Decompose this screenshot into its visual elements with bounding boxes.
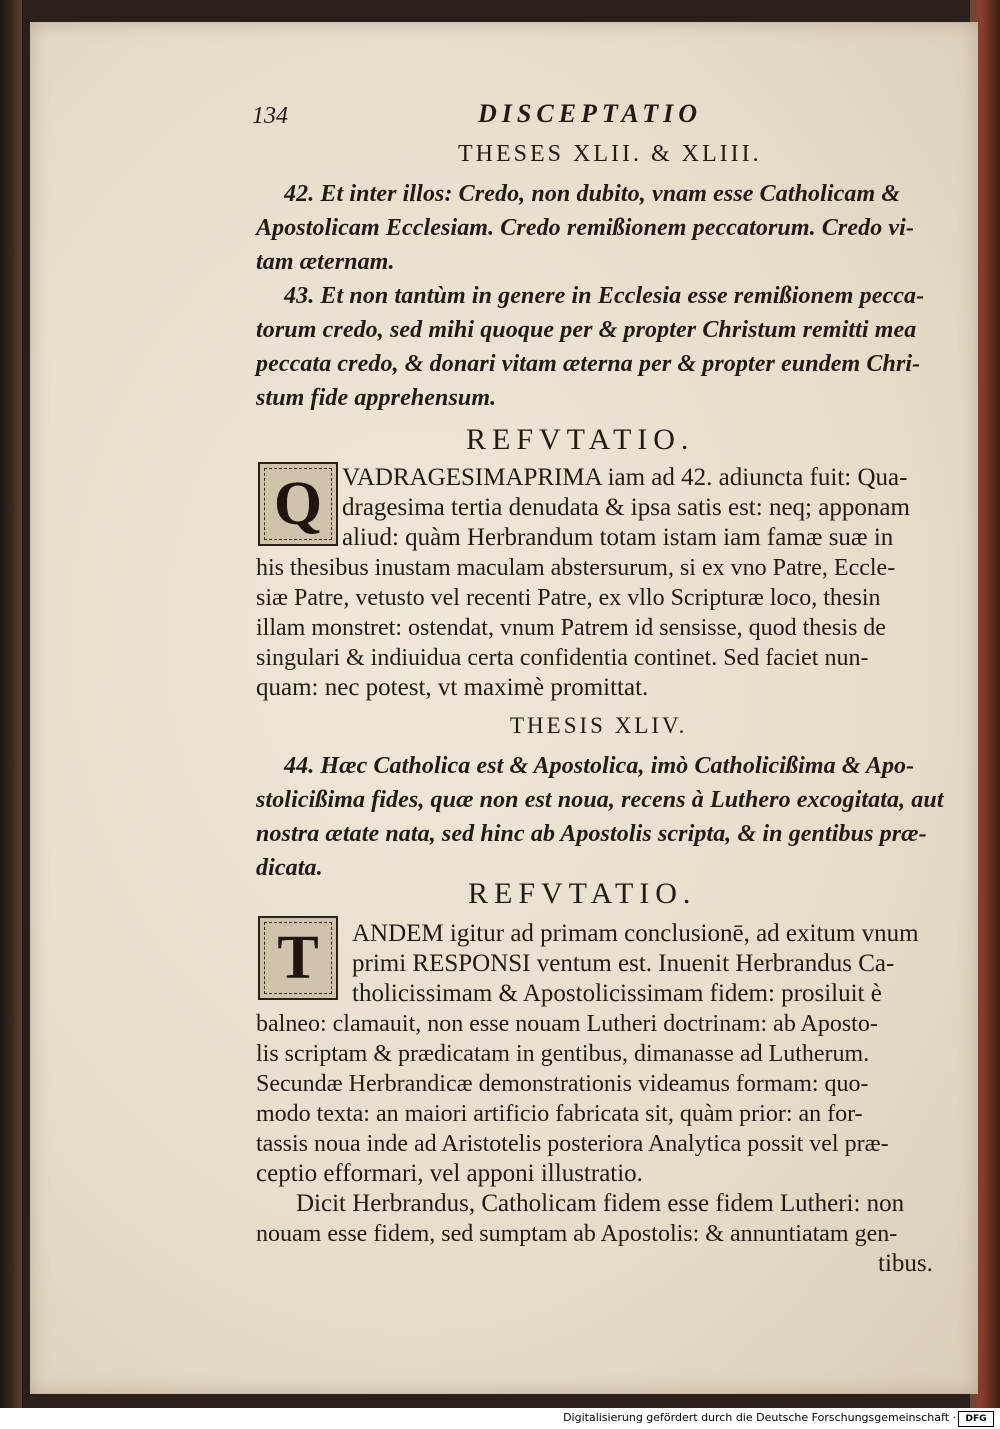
thesis-line: peccata credo, & donari vitam æterna per & propter eundem Chri-: [256, 351, 921, 377]
body-line: dragesima tertia denudata & ipsa satis est: neq; apponam: [342, 494, 910, 521]
body-line: aliud: quàm Herbrandum totam istam iam famæ suæ in: [342, 524, 894, 551]
body-line: his thesibus inustam maculam abstersurum, si ex vno Patre, Eccle-: [256, 555, 896, 581]
thesis-line: stum fide apprehensum.: [256, 385, 497, 411]
body-line: lis scriptam & prædicatam in gentibus, dimanasse ad Lutherum.: [256, 1041, 870, 1067]
body-line: tassis noua inde ad Aristotelis posteriora Analytica possit vel præ-: [256, 1131, 889, 1157]
thesis-line: 44. Hæc Catholica est & Apostolica, imò Catholicißima & Apo-: [284, 753, 915, 779]
body-line: VADRAGESIMAPRIMA iam ad 42. adiuncta fuit: Qua-: [342, 464, 908, 491]
body-line: Dicit Herbrandus, Catholicam fidem esse fidem Lutheri: non: [296, 1190, 905, 1217]
decorated-initial: [258, 462, 338, 546]
body-line: tibus.: [878, 1250, 933, 1277]
body-line: ceptio efformari, vel apponi illustratio.: [256, 1160, 643, 1187]
section-heading-refutatio: REFVTATIO.: [468, 877, 697, 910]
thesis-line: stolicißima fides, quæ non est noua, recens à Luthero excogitata, aut: [256, 787, 944, 813]
thesis-line: Apostolicam Ecclesiam. Credo remißionem peccatorum. Credo vi-: [256, 215, 915, 241]
thesis-line: 43. Et non tantùm in genere in Ecclesia esse remißionem pecca-: [284, 283, 925, 309]
body-line: Secundæ Herbrandicæ demonstrationis videamus formam: quo-: [256, 1071, 869, 1097]
thesis-line: 42. Et inter illos: Credo, non dubito, vnam esse Catholicam &: [284, 181, 901, 207]
section-heading-theses-42-43: THESES XLII. & XLIII.: [458, 141, 762, 167]
body-line: primi RESPONSI ventum est. Inuenit Herbrandus Ca-: [352, 950, 895, 977]
body-line: ANDEM igitur ad primam conclusionē, ad exitum vnum: [352, 920, 919, 947]
decorated-initial: [258, 916, 338, 1000]
body-line: illam monstret: ostendat, vnum Patrem id sensisse, quod thesis de: [256, 615, 886, 641]
section-heading-refutatio: REFVTATIO.: [466, 423, 695, 456]
page-number: 134: [252, 103, 288, 129]
thesis-line: nostra ætate nata, sed hinc ab Apostolis scripta, & in gentibus præ-: [256, 821, 927, 847]
funding-credit: Digitalisierung gefördert durch die Deutsche Forschungsgemeinschaft ·: [563, 1411, 956, 1424]
thesis-line: torum credo, sed mihi quoque per & propter Christum remitti mea: [256, 317, 917, 343]
thesis-line: tam æternam.: [256, 249, 395, 275]
section-heading-thesis-44: THESIS XLIV.: [510, 713, 688, 738]
thesis-line: dicata.: [256, 855, 323, 881]
body-line: singulari & indiuidua certa confidentia continet. Sed faciet nun-: [256, 645, 869, 671]
body-line: quam: nec potest, vt maximè promittat.: [256, 674, 649, 701]
body-line: siæ Patre, vetusto vel recenti Patre, ex vllo Scripturæ loco, thesin: [256, 585, 881, 611]
footer-bar: [0, 1408, 1000, 1429]
book-spine-left: [0, 0, 22, 1408]
body-line: modo texta: an maiori artificio fabricata sit, quàm prior: an for-: [256, 1101, 863, 1127]
body-line: tholicissimam & Apostolicissimam fidem: prosiluit è: [352, 980, 882, 1007]
book-page: [30, 22, 978, 1394]
body-line: balneo: clamauit, non esse nouam Lutheri doctrinam: ab Aposto-: [256, 1011, 878, 1037]
dfg-logo: DFG: [958, 1411, 994, 1427]
initial-letter: T: [277, 923, 319, 992]
running-title: DISCEPTATIO: [478, 99, 703, 128]
body-line: nouam esse fidem, sed sumptam ab Apostolis: & annuntiatam gen-: [256, 1221, 898, 1247]
initial-letter: Q: [273, 469, 323, 538]
